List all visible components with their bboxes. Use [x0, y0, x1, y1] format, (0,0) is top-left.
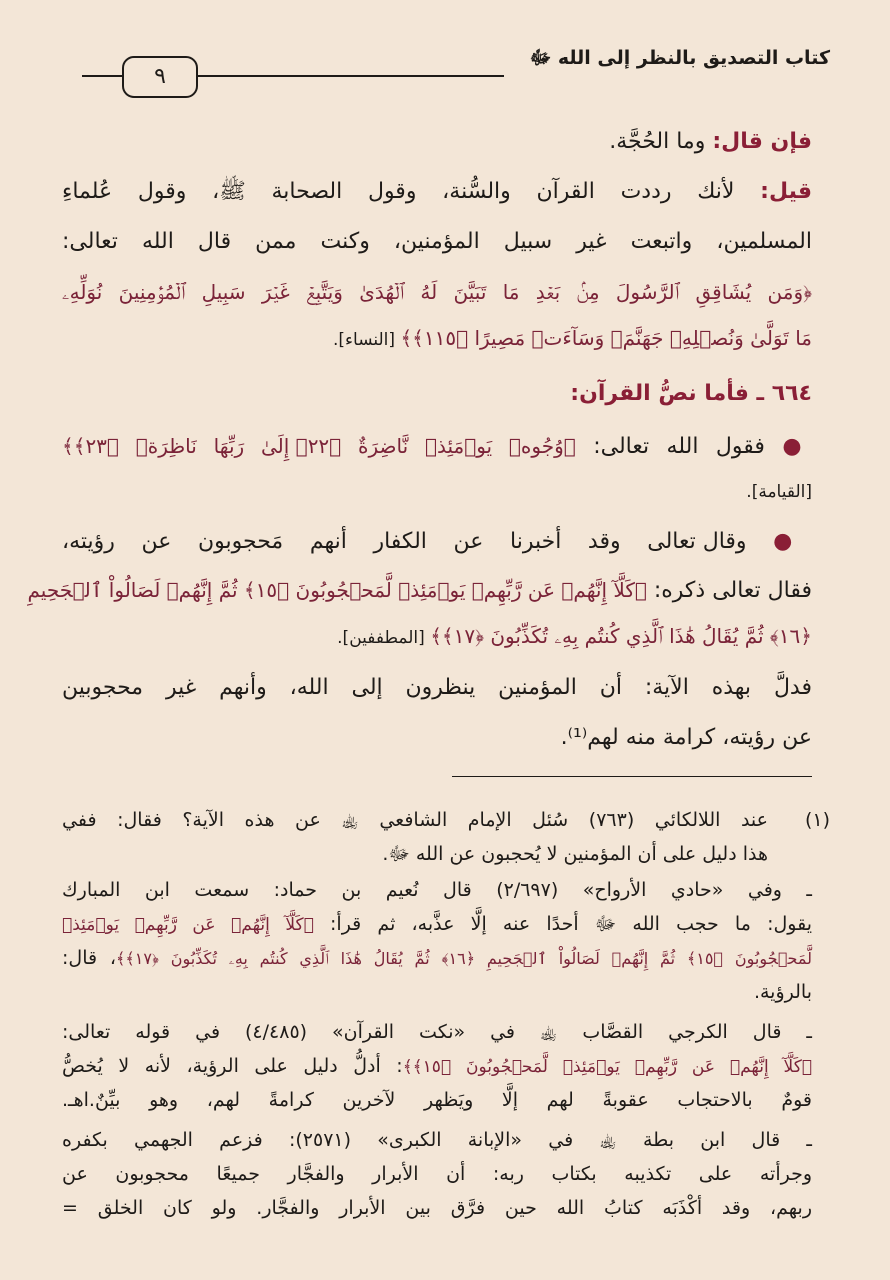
- footnote-line-12: ربهم، وقد أكْذَبَه كتابُ الله حين فرَّق بين الأبرار والفجَّار. ولو كان الخلق =: [62, 1197, 812, 1219]
- quran-verse-nisa-1: ﴿وَمَن يُشَاقِقِ ٱلرَّسُولَ مِنۢ بَعۡدِ مَا تَبَيَّنَ لَهُ ٱلۡهُدَىٰ وَيَتَّبِعۡ غَيۡرَ سَبِيلِ ٱلۡمُؤۡمِنِينَ نُوَلِّهِۦ: [62, 280, 812, 304]
- line-answer-1: [62, 172, 812, 212]
- section-heading: ٦٦٤ ـ فأما نصُّ القرآن:: [570, 381, 812, 406]
- bullet-icon: ●: [764, 434, 813, 459]
- footnote-8-text: : أدلُّ دليل على الرؤية، لأنه لا يُخصُّ: [62, 1055, 403, 1077]
- surah-ref-nisa: [النساء].: [332, 330, 401, 350]
- line-answer-2: المسلمين، واتبعت غير سبيل المؤمنين، وكنت ممن قال الله تعالى:: [62, 229, 812, 254]
- answer-label: قيل:: [760, 179, 812, 204]
- line-conclusion-1: فدلَّ بهذه الآية: أن المؤمنين ينظرون إلى الله، وأنهم غير محجوبين: [62, 675, 812, 700]
- surah-ref-mutaffifin: [المطففين].: [337, 628, 431, 648]
- footnote-line-11: وجرأته على تكذيبه بكتاب ربه: أن الأبرار والفجَّار جميعًا محجوبون عن: [62, 1163, 812, 1185]
- quran-verse-mutaffifin-2: ﴿١٦﴾ ثُمَّ يُقَالُ هَٰذَا ٱلَّذِي كُنتُم بِهِۦ تُكَذِّبُونَ ﴿١٧﴾﴾: [430, 624, 812, 648]
- quran-verse-qiyama: ﴿وُجُوهٞ يَوۡمَئِذٖ نَّاضِرَةٌ ﴿٢٢﴾ إِلَىٰ رَبِّهَا نَاظِرَةٞ ﴿٢٣﴾﴾: [62, 434, 576, 458]
- question-label: فإن قال:: [712, 129, 812, 154]
- footnote-line-1: عند اللالكائي (٧٦٣) سُئل الإمام الشافعي ﵀ عن هذه الآية؟ فقال: ففي: [62, 809, 768, 831]
- bullet-2-text: وقال تعالى وقد أخبرنا عن الكفار أنهم مَحجوبون عن رؤيته،: [62, 529, 747, 554]
- footnote-line-10: ـ قال ابن بطة ﵀ في «الإبانة الكبرى» (٢٥٧١): فزعم الجهمي بكفره: [62, 1129, 812, 1151]
- line-conclusion-2: عن رؤيته، كرامة منه لهم⁽¹⁾.: [560, 725, 812, 750]
- question-text: وما الحُجَّة.: [609, 129, 713, 154]
- footnote-line-3: ـ وفي «حادي الأرواح» (٢/٦٩٧) قال نُعيم بن حماد: سمعت ابن المبارك: [62, 879, 812, 901]
- footnote-line-2: هذا دليل على أن المؤمنين لا يُحجبون عن الله ﷻ.: [382, 843, 768, 865]
- footnote-separator: [452, 776, 812, 777]
- surah-ref-qiyama: [القيامة].: [746, 482, 812, 502]
- quran-verse-nisa-2: مَا تَوَلَّىٰ وَنُصۡلِهِۦ جَهَنَّمَۖ وَسَآءَتۡ مَصِيرًا ﴿١١٥﴾﴾: [400, 326, 812, 350]
- page-number: ٩: [122, 56, 198, 98]
- line-bullet-1: [62, 426, 812, 466]
- line-quran-nisa-2: [62, 318, 812, 358]
- answer-text: لأنك رددت القرآن والسُّنة، وقول الصحابة ﷺ، وقول عُلماءِ: [62, 179, 761, 204]
- bullet-1-text: فقول الله تعالى:: [575, 434, 765, 459]
- footnote-5-text: ، قال:: [62, 947, 116, 969]
- running-title: كتاب التصديق بالنظر إلى الله ﷻ: [529, 47, 830, 69]
- footnote-line-9: قومٌ بالاحتجاب عقوبةً لهم إلَّا ويَظهر لآخرين كرامةً لهم، وهو بيِّنٌ.اهـ.: [62, 1089, 812, 1111]
- footnote-4-text: يقول: ما حجب الله ﷻ أحدًا عنه إلَّا عذَّبه، ثم قرأ:: [313, 913, 812, 935]
- footnote-number: (١): [804, 809, 830, 831]
- footnote-line-8: [62, 1050, 812, 1083]
- line-question: [62, 122, 812, 162]
- quran-verse-mutaffifin-1: ﴿كَلَّآ إِنَّهُمۡ عَن رَّبِّهِمۡ يَوۡمَئِذٖ لَّمَحۡجُوبُونَ ﴿١٥﴾ ثُمَّ إِنَّهُمۡ لَصَالُواْ ٱلۡجَحِيمِ: [27, 578, 647, 602]
- header-rule-left: [82, 75, 124, 77]
- mutaffifin-intro: فقال تعالى ذكره:: [646, 578, 812, 603]
- footnote-line-6: بالرؤية.: [753, 981, 812, 1003]
- footnote-line-5: [62, 942, 812, 975]
- footnote-quran-3: ﴿كَلَّآ إِنَّهُمۡ عَن رَّبِّهِمۡ يَوۡمَئِذٖ لَّمَحۡجُوبُونَ ﴿١٥﴾﴾: [402, 1057, 812, 1077]
- footnote-quran-2: لَّمَحۡجُوبُونَ ﴿١٥﴾ ثُمَّ إِنَّهُمۡ لَصَالُواْ ٱلۡجَحِيمِ ﴿١٦﴾ ثُمَّ يُقَالُ هَٰذَا ٱلَّذِي كُنتُم بِهِۦ تُكَذِّبُونَ ﴿١٧﴾﴾: [115, 949, 813, 968]
- footnote-quran-1: ﴿كَلَّآ إِنَّهُمۡ عَن رَّبِّهِمۡ يَوۡمَئِذٖ: [62, 915, 314, 935]
- line-mutaffifin-1: [27, 570, 812, 610]
- footnote-line-7: ـ قال الكرجي القصَّاب ﵀ في «نكت القرآن» (٤/٤٨٥) في قوله تعالى:: [62, 1021, 812, 1043]
- footnote-line-4: [62, 908, 812, 941]
- bullet-icon: ●: [746, 529, 812, 554]
- line-bullet-2: [62, 522, 812, 562]
- header-rule-right: [194, 75, 504, 77]
- line-mutaffifin-2: [62, 616, 812, 656]
